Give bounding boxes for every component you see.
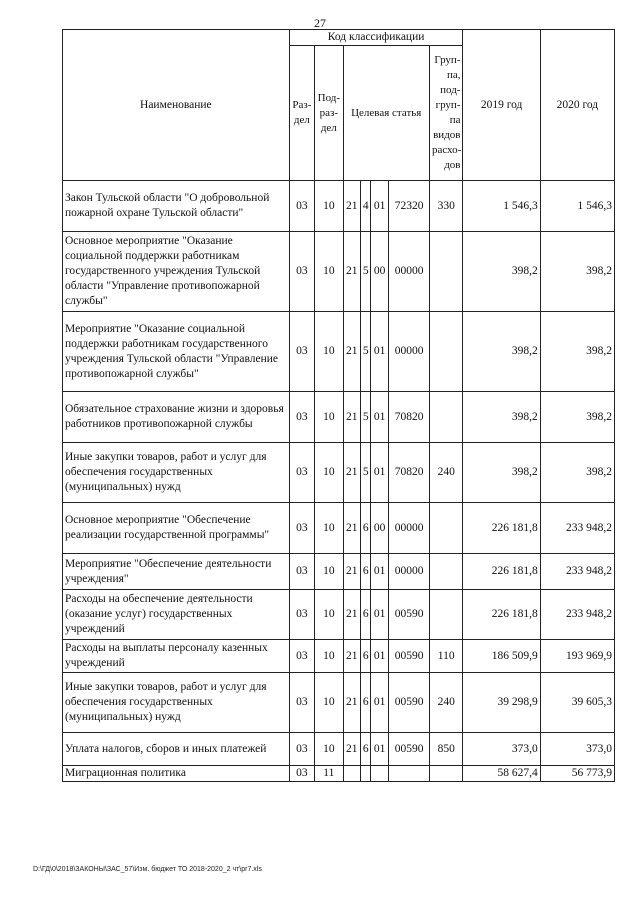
row-amount-2019: 226 181,8 — [463, 503, 540, 554]
row-section: 03 — [289, 392, 314, 443]
budget-table — [62, 29, 615, 782]
row-subsection: 10 — [315, 443, 343, 503]
row-subprogram: 6 — [360, 590, 370, 640]
row-amount-2019: 398,2 — [463, 312, 540, 392]
row-amount-2020: 233 948,2 — [540, 554, 614, 590]
row-subprogram: 5 — [360, 443, 370, 503]
row-program: 21 — [343, 673, 360, 733]
row-subsection: 10 — [315, 733, 343, 766]
table-row — [63, 554, 615, 590]
row-amount-2020: 398,2 — [540, 443, 614, 503]
row-event: 01 — [370, 554, 388, 590]
row-amount-2020: 233 948,2 — [540, 590, 614, 640]
row-expense-type — [429, 766, 463, 782]
row-name: Основное мероприятие "Оказание социальной поддержки работникам государственного учреждения Тульской области "Управление противопожарной службы" — [63, 232, 290, 312]
row-amount-2019: 226 181,8 — [463, 554, 540, 590]
row-name: Основное мероприятие "Обеспечение реализации государственной программы" — [63, 503, 290, 554]
row-amount-2020: 398,2 — [540, 232, 614, 312]
row-direction: 00590 — [389, 733, 430, 766]
row-name: Закон Тульской области "О добровольной пожарной охране Тульской области" — [63, 181, 290, 232]
row-amount-2020: 373,0 — [540, 733, 614, 766]
row-section: 03 — [289, 312, 314, 392]
row-subsection: 10 — [315, 181, 343, 232]
row-subprogram: 6 — [360, 503, 370, 554]
row-subprogram: 4 — [360, 181, 370, 232]
row-name: Мероприятие "Обеспечение деятельности учреждения" — [63, 554, 290, 590]
row-direction: 00000 — [389, 503, 430, 554]
row-section: 03 — [289, 503, 314, 554]
row-direction: 00590 — [389, 673, 430, 733]
row-section: 03 — [289, 590, 314, 640]
row-event: 01 — [370, 590, 388, 640]
row-subprogram: 6 — [360, 673, 370, 733]
row-event: 00 — [370, 232, 388, 312]
row-direction: 00000 — [389, 232, 430, 312]
row-section: 03 — [289, 733, 314, 766]
row-expense-type: 240 — [429, 673, 463, 733]
header-section: Раз-дел — [289, 46, 314, 181]
row-event: 01 — [370, 733, 388, 766]
row-subprogram: 5 — [360, 312, 370, 392]
table-row — [63, 392, 615, 443]
row-amount-2019: 186 509,9 — [463, 640, 540, 673]
row-direction: 00000 — [389, 312, 430, 392]
row-expense-type — [429, 554, 463, 590]
row-subprogram: 6 — [360, 640, 370, 673]
row-expense-type — [429, 590, 463, 640]
table-row — [63, 733, 615, 766]
row-direction: 70820 — [389, 392, 430, 443]
header-code-group: Код классификации — [289, 30, 463, 46]
row-event: 01 — [370, 312, 388, 392]
row-section: 03 — [289, 181, 314, 232]
row-subsection: 10 — [315, 554, 343, 590]
row-section: 03 — [289, 673, 314, 733]
row-subprogram: 6 — [360, 554, 370, 590]
header-year-2020: 2020 год — [540, 30, 614, 181]
row-program: 21 — [343, 232, 360, 312]
row-program: 21 — [343, 640, 360, 673]
row-amount-2019: 1 546,3 — [463, 181, 540, 232]
row-direction: 72320 — [389, 181, 430, 232]
row-section: 03 — [289, 554, 314, 590]
row-section: 03 — [289, 443, 314, 503]
row-subsection: 10 — [315, 590, 343, 640]
row-program: 21 — [343, 181, 360, 232]
row-expense-type: 330 — [429, 181, 463, 232]
row-name: Иные закупки товаров, работ и услуг для обеспечения государственных (муниципальных) нужд — [63, 443, 290, 503]
row-name: Уплата налогов, сборов и иных платежей — [63, 733, 290, 766]
row-direction: 70820 — [389, 443, 430, 503]
row-section: 03 — [289, 766, 314, 782]
row-expense-type — [429, 312, 463, 392]
row-subprogram — [360, 766, 370, 782]
row-direction: 00000 — [389, 554, 430, 590]
row-section: 03 — [289, 232, 314, 312]
row-expense-type: 850 — [429, 733, 463, 766]
header-subsection: Под-раз-дел — [315, 46, 343, 181]
row-amount-2020: 56 773,9 — [540, 766, 614, 782]
header-expense-group: Груп-па, под-груп-па видов расхо-дов — [429, 46, 463, 181]
row-amount-2019: 39 298,9 — [463, 673, 540, 733]
row-event: 01 — [370, 673, 388, 733]
row-expense-type — [429, 503, 463, 554]
row-subsection: 11 — [315, 766, 343, 782]
row-program: 21 — [343, 554, 360, 590]
row-program: 21 — [343, 312, 360, 392]
row-subsection: 10 — [315, 392, 343, 443]
table-row — [63, 590, 615, 640]
row-name: Расходы на обеспечение деятельности (оказание услуг) государственных учреждений — [63, 590, 290, 640]
row-expense-type: 110 — [429, 640, 463, 673]
row-program: 21 — [343, 590, 360, 640]
row-subprogram: 5 — [360, 392, 370, 443]
row-program: 21 — [343, 392, 360, 443]
row-amount-2019: 398,2 — [463, 392, 540, 443]
row-subprogram: 5 — [360, 232, 370, 312]
row-direction: 00590 — [389, 590, 430, 640]
row-event: 01 — [370, 392, 388, 443]
row-subprogram: 6 — [360, 733, 370, 766]
row-subsection: 10 — [315, 503, 343, 554]
row-amount-2019: 373,0 — [463, 733, 540, 766]
row-event: 00 — [370, 503, 388, 554]
table-row — [63, 312, 615, 392]
row-expense-type: 240 — [429, 443, 463, 503]
row-program: 21 — [343, 503, 360, 554]
row-program — [343, 766, 360, 782]
row-direction — [389, 766, 430, 782]
row-program: 21 — [343, 733, 360, 766]
table-body — [63, 181, 615, 782]
table-row — [63, 503, 615, 554]
row-event: 01 — [370, 640, 388, 673]
row-amount-2019: 58 627,4 — [463, 766, 540, 782]
row-event: 01 — [370, 443, 388, 503]
row-subsection: 10 — [315, 673, 343, 733]
header-target-article: Целевая статья — [343, 46, 429, 181]
row-expense-type — [429, 392, 463, 443]
table-row — [63, 443, 615, 503]
header-name: Наименование — [63, 30, 290, 181]
table-row — [63, 673, 615, 733]
page-number: 27 — [314, 16, 326, 30]
row-amount-2019: 226 181,8 — [463, 590, 540, 640]
row-event — [370, 766, 388, 782]
header-year-2019: 2019 год — [463, 30, 540, 181]
row-amount-2019: 398,2 — [463, 443, 540, 503]
row-name: Расходы на выплаты персоналу казенных учреждений — [63, 640, 290, 673]
row-section: 03 — [289, 640, 314, 673]
row-event: 01 — [370, 181, 388, 232]
row-amount-2020: 398,2 — [540, 312, 614, 392]
row-program: 21 — [343, 443, 360, 503]
table-row — [63, 232, 615, 312]
row-subsection: 10 — [315, 312, 343, 392]
row-amount-2020: 193 969,9 — [540, 640, 614, 673]
row-amount-2020: 398,2 — [540, 392, 614, 443]
row-expense-type — [429, 232, 463, 312]
table-row — [63, 640, 615, 673]
row-amount-2020: 233 948,2 — [540, 503, 614, 554]
table-row — [63, 181, 615, 232]
row-amount-2020: 1 546,3 — [540, 181, 614, 232]
row-amount-2020: 39 605,3 — [540, 673, 614, 733]
row-subsection: 10 — [315, 640, 343, 673]
table-row — [63, 766, 615, 782]
row-subsection: 10 — [315, 232, 343, 312]
row-name: Миграционная политика — [63, 766, 290, 782]
row-name: Мероприятие "Оказание социальной поддержки работникам государственного учреждения Тульской области "Управление противопожарной службы" — [63, 312, 290, 392]
footer-file-path: D:\ГД\0\2018\ЗАКОНЫ\ЗАС_57\Изм. бюджет ТО 2018-2020_2 чт\pr7.xls — [33, 866, 262, 873]
row-name: Иные закупки товаров, работ и услуг для обеспечения государственных (муниципальных) нужд — [63, 673, 290, 733]
row-name: Обязательное страхование жизни и здоровья работников противопожарной службы — [63, 392, 290, 443]
row-direction: 00590 — [389, 640, 430, 673]
row-amount-2019: 398,2 — [463, 232, 540, 312]
